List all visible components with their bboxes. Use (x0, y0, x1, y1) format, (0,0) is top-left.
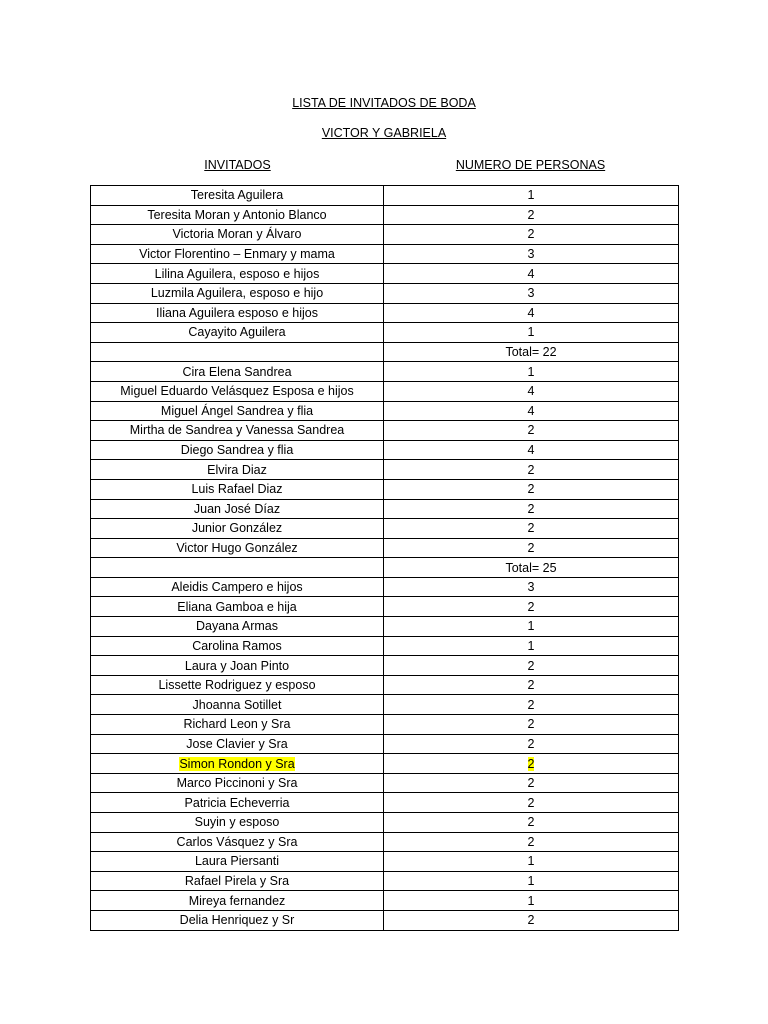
guest-count-cell (384, 577, 679, 597)
guest-name: Juan José Díaz (193, 501, 281, 516)
guest-count-cell (384, 440, 679, 460)
guest-count: 2 (527, 795, 535, 810)
guest-count: 2 (527, 776, 535, 791)
guest-name: Cira Elena Sandrea (182, 364, 292, 379)
guest-count-cell (384, 813, 679, 833)
guest-count: 2 (527, 227, 535, 242)
guest-count: 1 (527, 893, 535, 908)
subtotal-row (91, 342, 679, 362)
guest-name: Marco Piccinoni y Sra (176, 776, 298, 791)
guest-name: Laura Piersanti (194, 854, 280, 869)
guest-name: Delia Henriquez y Sr (179, 913, 295, 928)
document-subtitle: VICTOR Y GABRIELA (321, 126, 447, 140)
guest-name: Mirtha de Sandrea y Vanessa Sandrea (129, 423, 345, 438)
guest-count-cell (384, 910, 679, 930)
table-row (91, 734, 679, 754)
table-row (91, 362, 679, 382)
guest-count-cell (384, 283, 679, 303)
guest-count-cell (384, 852, 679, 872)
guest-name-cell (91, 675, 384, 695)
table-row (91, 538, 679, 558)
guest-count-cell (384, 636, 679, 656)
subtotal-row (91, 558, 679, 578)
table-row (91, 852, 679, 872)
table-row (91, 205, 679, 225)
guest-count-cell (384, 421, 679, 441)
table-row (91, 636, 679, 656)
guest-count: 2 (527, 207, 535, 222)
document-title: LISTA DE INVITADOS DE BODA (292, 96, 476, 110)
guest-count-cell (384, 479, 679, 499)
guest-count: 1 (527, 364, 535, 379)
guest-name-cell (91, 264, 384, 284)
guest-count: 1 (527, 188, 535, 203)
guest-count-cell (384, 675, 679, 695)
guest-name: Jhoanna Sotillet (192, 697, 282, 712)
guest-count: 2 (527, 462, 535, 477)
guest-count-cell (384, 205, 679, 225)
guest-count-cell (384, 793, 679, 813)
guest-table-body (91, 186, 679, 931)
guest-name: Rafael Pirela y Sra (184, 874, 290, 889)
guest-count: 2 (527, 815, 535, 830)
guest-count: 2 (527, 913, 535, 928)
guest-count-cell (384, 264, 679, 284)
guest-name: Teresita Aguilera (190, 188, 284, 203)
guest-name-cell (91, 225, 384, 245)
guest-count-cell (384, 323, 679, 343)
guest-name-cell (91, 891, 384, 911)
guest-count: 1 (527, 874, 535, 889)
guest-count: 3 (527, 580, 535, 595)
table-row (91, 577, 679, 597)
guest-name-cell (91, 323, 384, 343)
guest-name-cell (91, 519, 384, 539)
table-row (91, 871, 679, 891)
guest-count-cell (384, 342, 679, 362)
guest-name: Victor Florentino – Enmary y mama (139, 247, 335, 262)
table-row (91, 225, 679, 245)
table-row (91, 813, 679, 833)
guest-count: 2 (527, 736, 535, 751)
guest-count-cell (384, 558, 679, 578)
guest-count-cell (384, 695, 679, 715)
guest-count: 1 (527, 854, 535, 869)
table-row (91, 303, 679, 323)
guest-name-cell (91, 538, 384, 558)
table-row (91, 421, 679, 441)
guest-count-cell (384, 519, 679, 539)
guest-name: Eliana Gamboa e hija (177, 599, 297, 614)
guest-count: 4 (527, 266, 535, 281)
guest-name: Jose Clavier y Sra (186, 736, 288, 751)
guest-name-cell (91, 205, 384, 225)
guest-name: Victoria Moran y Álvaro (172, 227, 302, 242)
guest-count: 4 (527, 384, 535, 399)
guest-name-cell (91, 558, 384, 578)
table-row (91, 597, 679, 617)
guest-name-cell (91, 362, 384, 382)
guest-name: Carolina Ramos (192, 638, 282, 653)
guest-count: 3 (527, 286, 535, 301)
guest-name-cell (91, 401, 384, 421)
table-row (91, 910, 679, 930)
guest-count-cell (384, 597, 679, 617)
guest-name: Luis Rafael Diaz (191, 482, 283, 497)
guest-count: 1 (527, 619, 535, 634)
table-row (91, 656, 679, 676)
guest-count-cell (384, 381, 679, 401)
table-row (91, 832, 679, 852)
guest-name: Victor Hugo González (176, 540, 298, 555)
guest-name: Carlos Vásquez y Sra (176, 834, 298, 849)
guest-name: Simon Rondon y Sra (179, 756, 295, 771)
table-row (91, 381, 679, 401)
guest-count-cell (384, 362, 679, 382)
table-row (91, 186, 679, 206)
guest-count-cell (384, 754, 679, 774)
guest-name-cell (91, 754, 384, 774)
guest-count: 2 (527, 717, 535, 732)
guest-name: Richard Leon y Sra (183, 717, 291, 732)
guest-name: Miguel Ángel Sandrea y flia (160, 403, 314, 418)
guest-name: Cayayito Aguilera (188, 325, 286, 340)
table-row (91, 283, 679, 303)
guest-count: 2 (527, 678, 535, 693)
table-row (91, 891, 679, 911)
guest-name-cell (91, 695, 384, 715)
guest-name: Suyin y esposo (194, 815, 280, 830)
guest-name-cell (91, 773, 384, 793)
guest-name-cell (91, 832, 384, 852)
guest-name-cell (91, 244, 384, 264)
guest-name-cell (91, 617, 384, 637)
guest-count-cell (384, 832, 679, 852)
guest-name-cell (91, 421, 384, 441)
guest-count: 4 (527, 305, 535, 320)
guest-count-cell (384, 186, 679, 206)
guest-name: Miguel Eduardo Velásquez Esposa e hijos (120, 384, 354, 399)
guest-name-cell (91, 381, 384, 401)
guest-name-cell (91, 597, 384, 617)
guests-column-header: INVITADOS (204, 158, 271, 172)
guest-name: Luzmila Aguilera, esposo e hijo (150, 286, 324, 301)
guest-count-cell (384, 460, 679, 480)
guest-name: Junior González (191, 521, 283, 536)
guest-name-cell (91, 577, 384, 597)
guest-count-cell (384, 244, 679, 264)
subtotal-value: Total= 25 (505, 560, 557, 575)
table-row (91, 401, 679, 421)
guest-count-cell (384, 538, 679, 558)
guest-count: 2 (527, 834, 535, 849)
guest-name-cell (91, 479, 384, 499)
guest-name-cell (91, 734, 384, 754)
guest-name-cell (91, 871, 384, 891)
table-row (91, 519, 679, 539)
guest-count-cell (384, 734, 679, 754)
table-row (91, 440, 679, 460)
guest-count: 2 (527, 423, 535, 438)
guest-name: Dayana Armas (196, 619, 278, 634)
guest-name: Teresita Moran y Antonio Blanco (147, 207, 327, 222)
table-row (91, 754, 679, 774)
guest-count-cell (384, 891, 679, 911)
guest-count-cell (384, 303, 679, 323)
guest-name-cell (91, 656, 384, 676)
guest-name-cell (91, 440, 384, 460)
guest-name: Aleidis Campero e hijos (171, 580, 303, 595)
count-column-header: NUMERO DE PERSONAS (455, 158, 606, 172)
guest-count: 1 (527, 325, 535, 340)
guest-name: Diego Sandrea y flia (180, 443, 294, 458)
guest-count: 2 (527, 482, 535, 497)
guest-name: Iliana Aguilera esposo e hijos (156, 305, 318, 320)
guest-name-cell (91, 852, 384, 872)
guest-name: Mireya fernandez (188, 893, 286, 908)
guest-name-cell (91, 303, 384, 323)
guest-name: Elvira Diaz (207, 462, 267, 477)
guest-name-cell (91, 342, 384, 362)
guest-count: 2 (527, 658, 535, 673)
guest-name-cell (91, 715, 384, 735)
guest-count: 2 (527, 756, 535, 771)
guest-count-cell (384, 773, 679, 793)
subtotal-value: Total= 22 (505, 345, 557, 360)
guest-name-cell (91, 283, 384, 303)
guest-count-cell (384, 499, 679, 519)
guest-name: Lilina Aguilera, esposo e hijos (154, 266, 320, 281)
guest-name-cell (91, 460, 384, 480)
guest-count-cell (384, 871, 679, 891)
table-row (91, 695, 679, 715)
table-row (91, 793, 679, 813)
guest-count: 3 (527, 247, 535, 262)
guest-name-cell (91, 636, 384, 656)
guest-count-cell (384, 617, 679, 637)
guest-name-cell (91, 910, 384, 930)
guest-count: 1 (527, 638, 535, 653)
guest-count-cell (384, 656, 679, 676)
table-row (91, 499, 679, 519)
table-row (91, 479, 679, 499)
guest-name: Patricia Echeverria (184, 795, 290, 810)
table-row (91, 460, 679, 480)
guest-count: 2 (527, 599, 535, 614)
guest-name-cell (91, 499, 384, 519)
guest-count: 2 (527, 540, 535, 555)
guest-count: 2 (527, 501, 535, 516)
guest-name: Lissette Rodriguez y esposo (158, 678, 316, 693)
guest-count: 2 (527, 521, 535, 536)
guest-name: Laura y Joan Pinto (184, 658, 290, 673)
guest-name-cell (91, 793, 384, 813)
guest-name-cell (91, 186, 384, 206)
table-row (91, 617, 679, 637)
guest-count-cell (384, 715, 679, 735)
guest-count-cell (384, 225, 679, 245)
guest-name-cell (91, 813, 384, 833)
table-row (91, 715, 679, 735)
table-row (91, 323, 679, 343)
table-row (91, 244, 679, 264)
guest-count: 2 (527, 697, 535, 712)
table-row (91, 675, 679, 695)
guest-count: 4 (527, 443, 535, 458)
guest-count-cell (384, 401, 679, 421)
table-row (91, 264, 679, 284)
guest-count: 4 (527, 403, 535, 418)
guest-table (90, 185, 679, 931)
table-row (91, 773, 679, 793)
